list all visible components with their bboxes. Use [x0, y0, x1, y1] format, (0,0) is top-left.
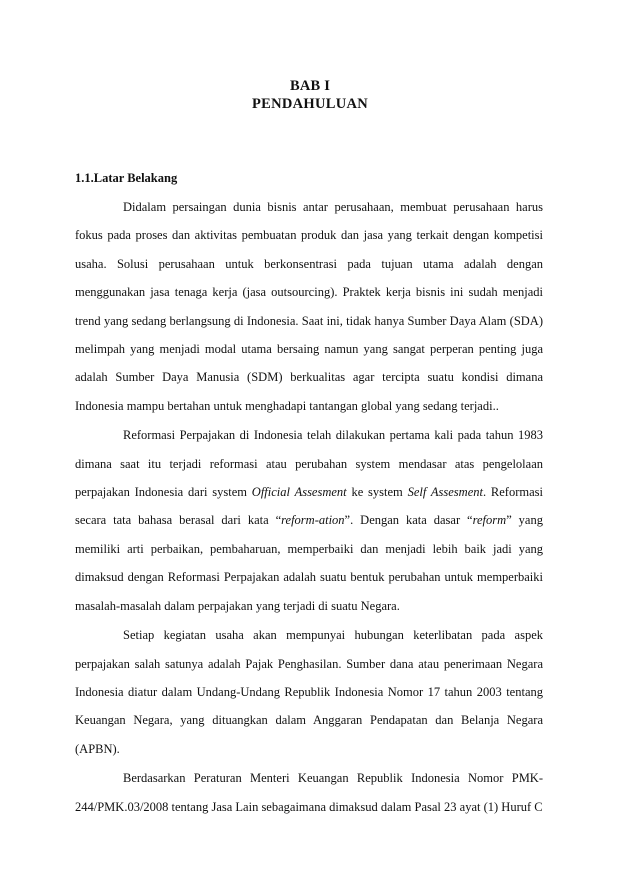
paragraph-2-text: ” yang memiliki arti perbaikan, pembaharuan, memperbaiki dan menjadi lebih baik jadi yang dimaksud dengan Reformasi Perpajakan adalah suatu bentuk perubahan untuk memperbaiki masalah-masalah dalam perpajakan yang terjadi di suatu Negara. — [75, 513, 543, 613]
paragraph-2-text: ”. Dengan kata dasar “ — [344, 513, 473, 528]
chapter-number: BAB I — [289, 78, 331, 94]
paragraph-1: Didalam persaingan dunia bisnis antar perusahaan, membuat perusahaan harus fokus pada proses dan aktivitas pembuatan produk dan jasa yang terkait dengan kompetisi usaha. Solusi perusahaan untuk berkonsentrasi pada tujuan utama adalah dengan menggunakan jasa tenaga kerja (jasa outsourcing). Praktek kerja bisnis ini sudah menjadi trend yang sedang berlangsung di Indonesia. Saat ini, tidak hanya Sumber Daya Alam (SDA) melimpah yang menjadi modal utama bersaing namun yang sangat perperan penting juga adalah Sumber Daya Manusia (SDM) berkualitas agar tercipta suatu kondisi dimana Indonesia mampu bertahan untuk menghadapi tantangan global yang sedang terjadi.. — [75, 200, 543, 413]
paragraph-2-text: ke system — [346, 485, 408, 500]
paragraph-2-italic-term: reform-ation — [281, 513, 345, 528]
paragraph-2-italic-term: Official Assesment — [251, 485, 347, 500]
paragraph-2-text: Reformasi Perpajakan di Indonesia telah dilakukan pertama kali pada tahun 1983 dimana saat itu terjadi reformasi atau perubahan system mendasar atas pengelolaan perpajakan Indonesia dari system — [75, 428, 543, 500]
chapter-title: PENDAHULUAN — [251, 96, 369, 112]
paragraph-3: Setiap kegiatan usaha akan mempunyai hubungan keterlibatan pada aspek perpajakan salah satunya adalah Pajak Penghasilan. Sumber dana atau penerimaan Negara Indonesia diatur dalam Undang-Undang Republik Indonesia Nomor 17 tahun 2003 tentang Keuangan Negara, yang dituangkan dalam Anggaran Pendapatan dan Belanja Negara (APBN). — [75, 628, 543, 756]
section-heading: 1.1.Latar Belakang — [75, 171, 178, 185]
paragraph-2-italic-term: reform — [472, 513, 507, 528]
paragraph-2 — [75, 421, 543, 620]
body-text — [75, 193, 543, 821]
paragraph-4: Berdasarkan Peraturan Menteri Keuangan Republik Indonesia Nomor PMK-244/PMK.03/2008 tentang Jasa Lain sebagaimana dimaksud dalam Pasal 23 ayat (1) Huruf C — [75, 771, 543, 814]
paragraph-2-text: . Reformasi secara tata bahasa berasal dari kata “ — [75, 485, 543, 528]
paragraph-2-italic-term: Self Assesment — [407, 485, 483, 500]
